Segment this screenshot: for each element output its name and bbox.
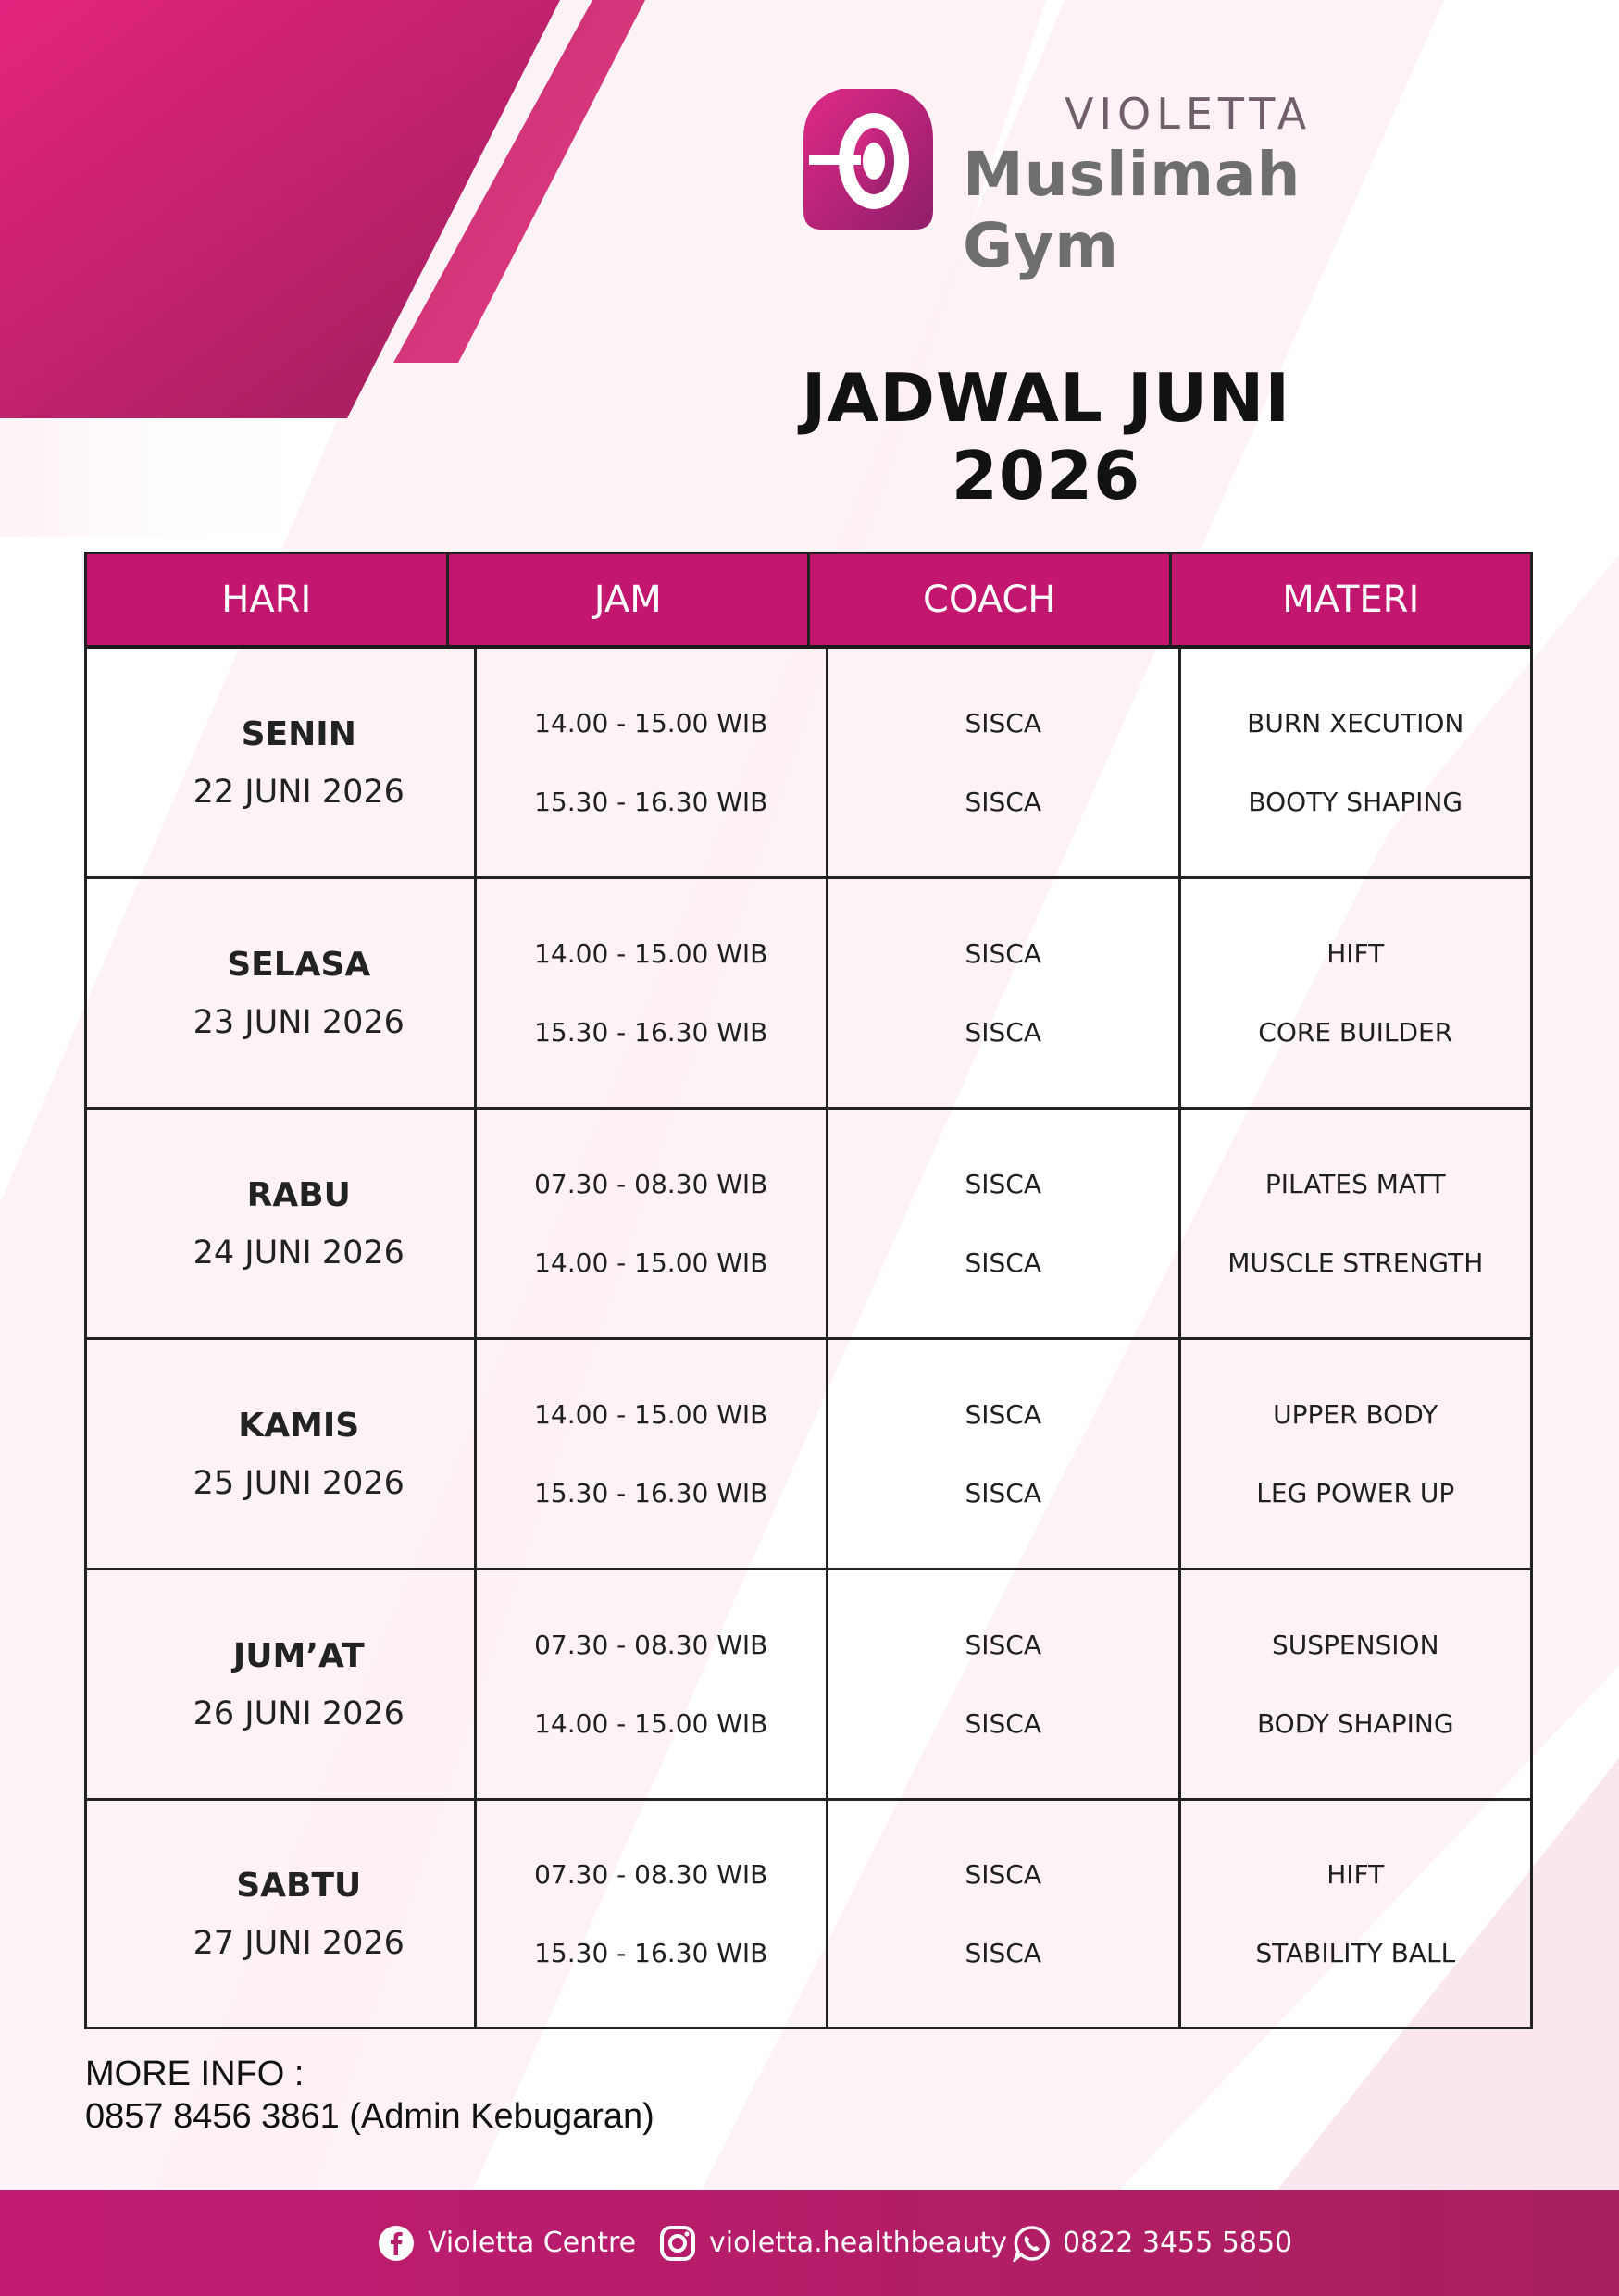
- page-title: JADWAL JUNI 2026: [801, 359, 1291, 515]
- more-info-label: MORE INFO :: [85, 2054, 305, 2093]
- coach-cell: [828, 649, 1181, 876]
- table-row: [87, 1801, 1530, 2027]
- class-name: UPPER BODY: [1273, 1399, 1438, 1430]
- day-cell: [87, 879, 477, 1107]
- class-name: PILATES MATT: [1264, 1169, 1446, 1199]
- instagram-label: violetta.healthbeauty: [709, 2227, 1008, 2259]
- time-cell: [477, 1801, 829, 2027]
- gym-logo-icon: [803, 81, 933, 231]
- coach-name: SISCA: [965, 708, 1041, 738]
- facebook-link[interactable]: [378, 2190, 636, 2296]
- session-time: 14.00 - 15.00 WIB: [534, 1708, 768, 1739]
- whatsapp-label: 0822 3455 5850: [1063, 2227, 1293, 2259]
- day-name: SABTU: [236, 1866, 362, 1905]
- header-jam: JAM: [449, 554, 811, 645]
- day-date: 25 JUNI 2026: [193, 1464, 405, 1502]
- coach-name: SISCA: [965, 1938, 1041, 1968]
- session-time: 07.30 - 08.30 WIB: [534, 1630, 768, 1660]
- footer-bar: [0, 2190, 1619, 2296]
- coach-name: SISCA: [965, 1630, 1041, 1660]
- coach-cell: [828, 1801, 1181, 2027]
- time-cell: [477, 1340, 829, 1568]
- session-time: 15.30 - 16.30 WIB: [534, 787, 768, 817]
- day-cell: [87, 1110, 477, 1337]
- time-cell: [477, 1110, 829, 1337]
- whatsapp-link[interactable]: [1013, 2190, 1292, 2296]
- day-cell: [87, 1801, 477, 2027]
- brand-logo: [803, 81, 1414, 281]
- table-row: [87, 1340, 1530, 1570]
- class-name: BURN XECUTION: [1247, 708, 1464, 738]
- facebook-label: Violetta Centre: [428, 2227, 637, 2259]
- table-row: [87, 879, 1530, 1110]
- table-row: [87, 1110, 1530, 1340]
- coach-name: SISCA: [965, 1169, 1041, 1199]
- table-row: [87, 1570, 1530, 1801]
- class-cell: [1181, 649, 1531, 876]
- class-cell: [1181, 879, 1531, 1107]
- time-cell: [477, 1570, 829, 1798]
- coach-cell: [828, 879, 1181, 1107]
- more-info-contact: 0857 8456 3861 (Admin Kebugaran): [85, 2097, 654, 2136]
- table-body: [87, 649, 1530, 2027]
- coach-name: SISCA: [965, 787, 1041, 817]
- whatsapp-icon: [1013, 2225, 1050, 2262]
- day-name: SELASA: [227, 945, 371, 984]
- instagram-link[interactable]: [659, 2190, 1007, 2296]
- session-time: 14.00 - 15.00 WIB: [534, 938, 768, 969]
- coach-name: SISCA: [965, 1017, 1041, 1048]
- class-cell: [1181, 1110, 1531, 1337]
- table-header: [87, 554, 1530, 649]
- day-name: SENIN: [241, 714, 356, 753]
- session-time: 14.00 - 15.00 WIB: [534, 1399, 768, 1430]
- session-time: 15.30 - 16.30 WIB: [534, 1017, 768, 1048]
- class-name: LEG POWER UP: [1256, 1478, 1455, 1508]
- instagram-icon: [659, 2225, 696, 2262]
- session-time: 15.30 - 16.30 WIB: [534, 1938, 768, 1968]
- class-name: SUSPENSION: [1271, 1630, 1439, 1660]
- day-cell: [87, 649, 477, 876]
- day-date: 27 JUNI 2026: [193, 1924, 405, 1962]
- time-cell: [477, 879, 829, 1107]
- class-name: BOOTY SHAPING: [1248, 787, 1463, 817]
- class-cell: [1181, 1570, 1531, 1798]
- day-cell: [87, 1340, 477, 1568]
- day-name: KAMIS: [238, 1406, 360, 1445]
- time-cell: [477, 649, 829, 876]
- class-name: STABILITY BALL: [1255, 1938, 1456, 1968]
- brand-name-top: VIOLETTA: [1065, 89, 1313, 139]
- day-cell: [87, 1570, 477, 1798]
- header-coach: COACH: [810, 554, 1172, 645]
- class-cell: [1181, 1801, 1531, 2027]
- more-info: [85, 2053, 654, 2138]
- class-name: BODY SHAPING: [1256, 1708, 1454, 1739]
- day-date: 22 JUNI 2026: [193, 773, 405, 811]
- day-date: 26 JUNI 2026: [193, 1694, 405, 1732]
- day-name: JUM’AT: [232, 1636, 365, 1675]
- session-time: 14.00 - 15.00 WIB: [534, 1247, 768, 1278]
- class-name: MUSCLE STRENGTH: [1227, 1247, 1484, 1278]
- coach-cell: [828, 1570, 1181, 1798]
- class-name: CORE BUILDER: [1258, 1017, 1453, 1048]
- coach-cell: [828, 1110, 1181, 1337]
- session-time: 07.30 - 08.30 WIB: [534, 1859, 768, 1890]
- header-materi: MATERI: [1282, 578, 1420, 621]
- session-time: 15.30 - 16.30 WIB: [534, 1478, 768, 1508]
- day-name: RABU: [246, 1175, 351, 1214]
- coach-cell: [828, 1340, 1181, 1568]
- coach-name: SISCA: [965, 1399, 1041, 1430]
- class-cell: [1181, 1340, 1531, 1568]
- header-hari: HARI: [87, 554, 449, 645]
- class-name: HIFT: [1326, 938, 1385, 969]
- brand-name-bottom: Muslimah Gym: [963, 139, 1301, 281]
- day-date: 23 JUNI 2026: [193, 1003, 405, 1041]
- table-row: [87, 649, 1530, 879]
- class-name: HIFT: [1326, 1859, 1385, 1890]
- facebook-icon: [378, 2225, 415, 2262]
- session-time: 07.30 - 08.30 WIB: [534, 1169, 768, 1199]
- coach-name: SISCA: [965, 938, 1041, 969]
- day-date: 24 JUNI 2026: [193, 1234, 405, 1272]
- schedule-table: [84, 552, 1533, 2029]
- coach-name: SISCA: [965, 1247, 1041, 1278]
- coach-name: SISCA: [965, 1478, 1041, 1508]
- coach-name: SISCA: [965, 1859, 1041, 1890]
- session-time: 14.00 - 15.00 WIB: [534, 708, 768, 738]
- coach-name: SISCA: [965, 1708, 1041, 1739]
